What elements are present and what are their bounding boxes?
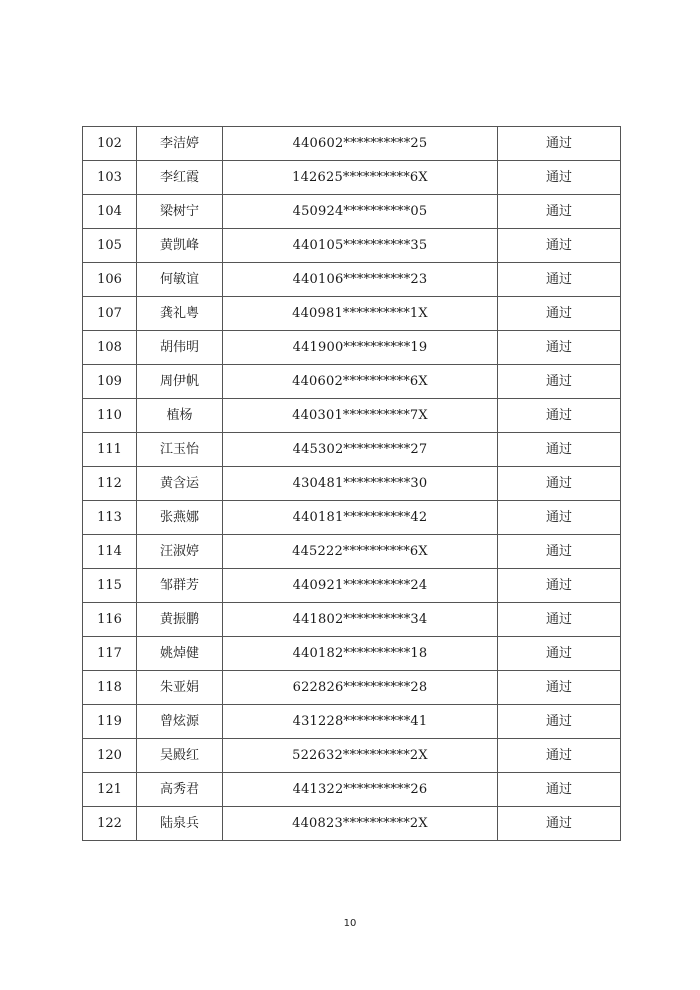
row-number-cell: 108 [83, 331, 137, 365]
row-number-cell: 107 [83, 297, 137, 331]
name-cell: 胡伟明 [137, 331, 223, 365]
page-number: 10 [343, 918, 357, 929]
name-cell: 陆泉兵 [137, 807, 223, 841]
result-cell: 通过 [498, 739, 621, 773]
row-number-cell: 104 [83, 195, 137, 229]
id-number-cell: 440182**********18 [223, 637, 498, 671]
name-cell: 张燕娜 [137, 501, 223, 535]
name-cell: 周伊帆 [137, 365, 223, 399]
result-cell: 通过 [498, 501, 621, 535]
id-number-cell: 440105**********35 [223, 229, 498, 263]
result-cell: 通过 [498, 365, 621, 399]
row-number-cell: 106 [83, 263, 137, 297]
row-number-cell: 118 [83, 671, 137, 705]
table-row [83, 127, 621, 161]
name-cell: 龚礼粤 [137, 297, 223, 331]
row-number-cell: 114 [83, 535, 137, 569]
result-cell: 通过 [498, 331, 621, 365]
result-cell: 通过 [498, 467, 621, 501]
table-row [83, 161, 621, 195]
id-number-cell: 440106**********23 [223, 263, 498, 297]
result-cell: 通过 [498, 263, 621, 297]
table-row [83, 229, 621, 263]
table-row [83, 263, 621, 297]
row-number-cell: 111 [83, 433, 137, 467]
id-number-cell: 441322**********26 [223, 773, 498, 807]
row-number-cell: 105 [83, 229, 137, 263]
result-cell: 通过 [498, 773, 621, 807]
row-number-cell: 121 [83, 773, 137, 807]
id-number-cell: 445302**********27 [223, 433, 498, 467]
name-cell: 邹群芳 [137, 569, 223, 603]
table-row [83, 331, 621, 365]
result-cell: 通过 [498, 297, 621, 331]
id-number-cell: 431228**********41 [223, 705, 498, 739]
row-number-cell: 112 [83, 467, 137, 501]
name-cell: 植杨 [137, 399, 223, 433]
name-cell: 朱亚娟 [137, 671, 223, 705]
name-cell: 何敏谊 [137, 263, 223, 297]
name-cell: 李洁婷 [137, 127, 223, 161]
name-cell: 黄振鹏 [137, 603, 223, 637]
id-number-cell: 440181**********42 [223, 501, 498, 535]
name-cell: 曾炫源 [137, 705, 223, 739]
table-row [83, 773, 621, 807]
id-number-cell: 430481**********30 [223, 467, 498, 501]
name-cell: 江玉怡 [137, 433, 223, 467]
table-row [83, 433, 621, 467]
id-number-cell: 440823**********2X [223, 807, 498, 841]
result-cell: 通过 [498, 535, 621, 569]
id-number-cell: 622826**********28 [223, 671, 498, 705]
name-cell: 吴殿红 [137, 739, 223, 773]
table-row [83, 739, 621, 773]
name-cell: 李红霞 [137, 161, 223, 195]
table-row [83, 195, 621, 229]
result-cell: 通过 [498, 127, 621, 161]
name-cell: 姚焯健 [137, 637, 223, 671]
table-row [83, 637, 621, 671]
row-number-cell: 115 [83, 569, 137, 603]
id-number-cell: 440602**********25 [223, 127, 498, 161]
row-number-cell: 117 [83, 637, 137, 671]
row-number-cell: 110 [83, 399, 137, 433]
id-number-cell: 440921**********24 [223, 569, 498, 603]
result-cell: 通过 [498, 637, 621, 671]
name-cell: 汪淑婷 [137, 535, 223, 569]
name-cell: 黄含运 [137, 467, 223, 501]
name-cell: 黄凯峰 [137, 229, 223, 263]
row-number-cell: 116 [83, 603, 137, 637]
table-row [83, 671, 621, 705]
row-number-cell: 122 [83, 807, 137, 841]
row-number-cell: 120 [83, 739, 137, 773]
table-row [83, 297, 621, 331]
name-cell: 梁树宁 [137, 195, 223, 229]
table-row [83, 501, 621, 535]
id-number-cell: 450924**********05 [223, 195, 498, 229]
result-cell: 通过 [498, 671, 621, 705]
row-number-cell: 113 [83, 501, 137, 535]
table-row [83, 705, 621, 739]
row-number-cell: 119 [83, 705, 137, 739]
id-number-cell: 441802**********34 [223, 603, 498, 637]
id-number-cell: 142625**********6X [223, 161, 498, 195]
result-cell: 通过 [498, 399, 621, 433]
results-table-body [83, 127, 621, 841]
result-cell: 通过 [498, 195, 621, 229]
id-number-cell: 445222**********6X [223, 535, 498, 569]
result-cell: 通过 [498, 229, 621, 263]
table-row [83, 807, 621, 841]
result-cell: 通过 [498, 705, 621, 739]
row-number-cell: 102 [83, 127, 137, 161]
id-number-cell: 440301**********7X [223, 399, 498, 433]
name-cell: 高秀君 [137, 773, 223, 807]
row-number-cell: 109 [83, 365, 137, 399]
result-cell: 通过 [498, 569, 621, 603]
id-number-cell: 522632**********2X [223, 739, 498, 773]
table-row [83, 535, 621, 569]
id-number-cell: 440981**********1X [223, 297, 498, 331]
table-row [83, 399, 621, 433]
result-cell: 通过 [498, 433, 621, 467]
id-number-cell: 441900**********19 [223, 331, 498, 365]
row-number-cell: 103 [83, 161, 137, 195]
table-row [83, 569, 621, 603]
table-row [83, 365, 621, 399]
table-row [83, 467, 621, 501]
result-cell: 通过 [498, 603, 621, 637]
result-cell: 通过 [498, 807, 621, 841]
id-number-cell: 440602**********6X [223, 365, 498, 399]
results-table [82, 126, 621, 841]
table-row [83, 603, 621, 637]
result-cell: 通过 [498, 161, 621, 195]
